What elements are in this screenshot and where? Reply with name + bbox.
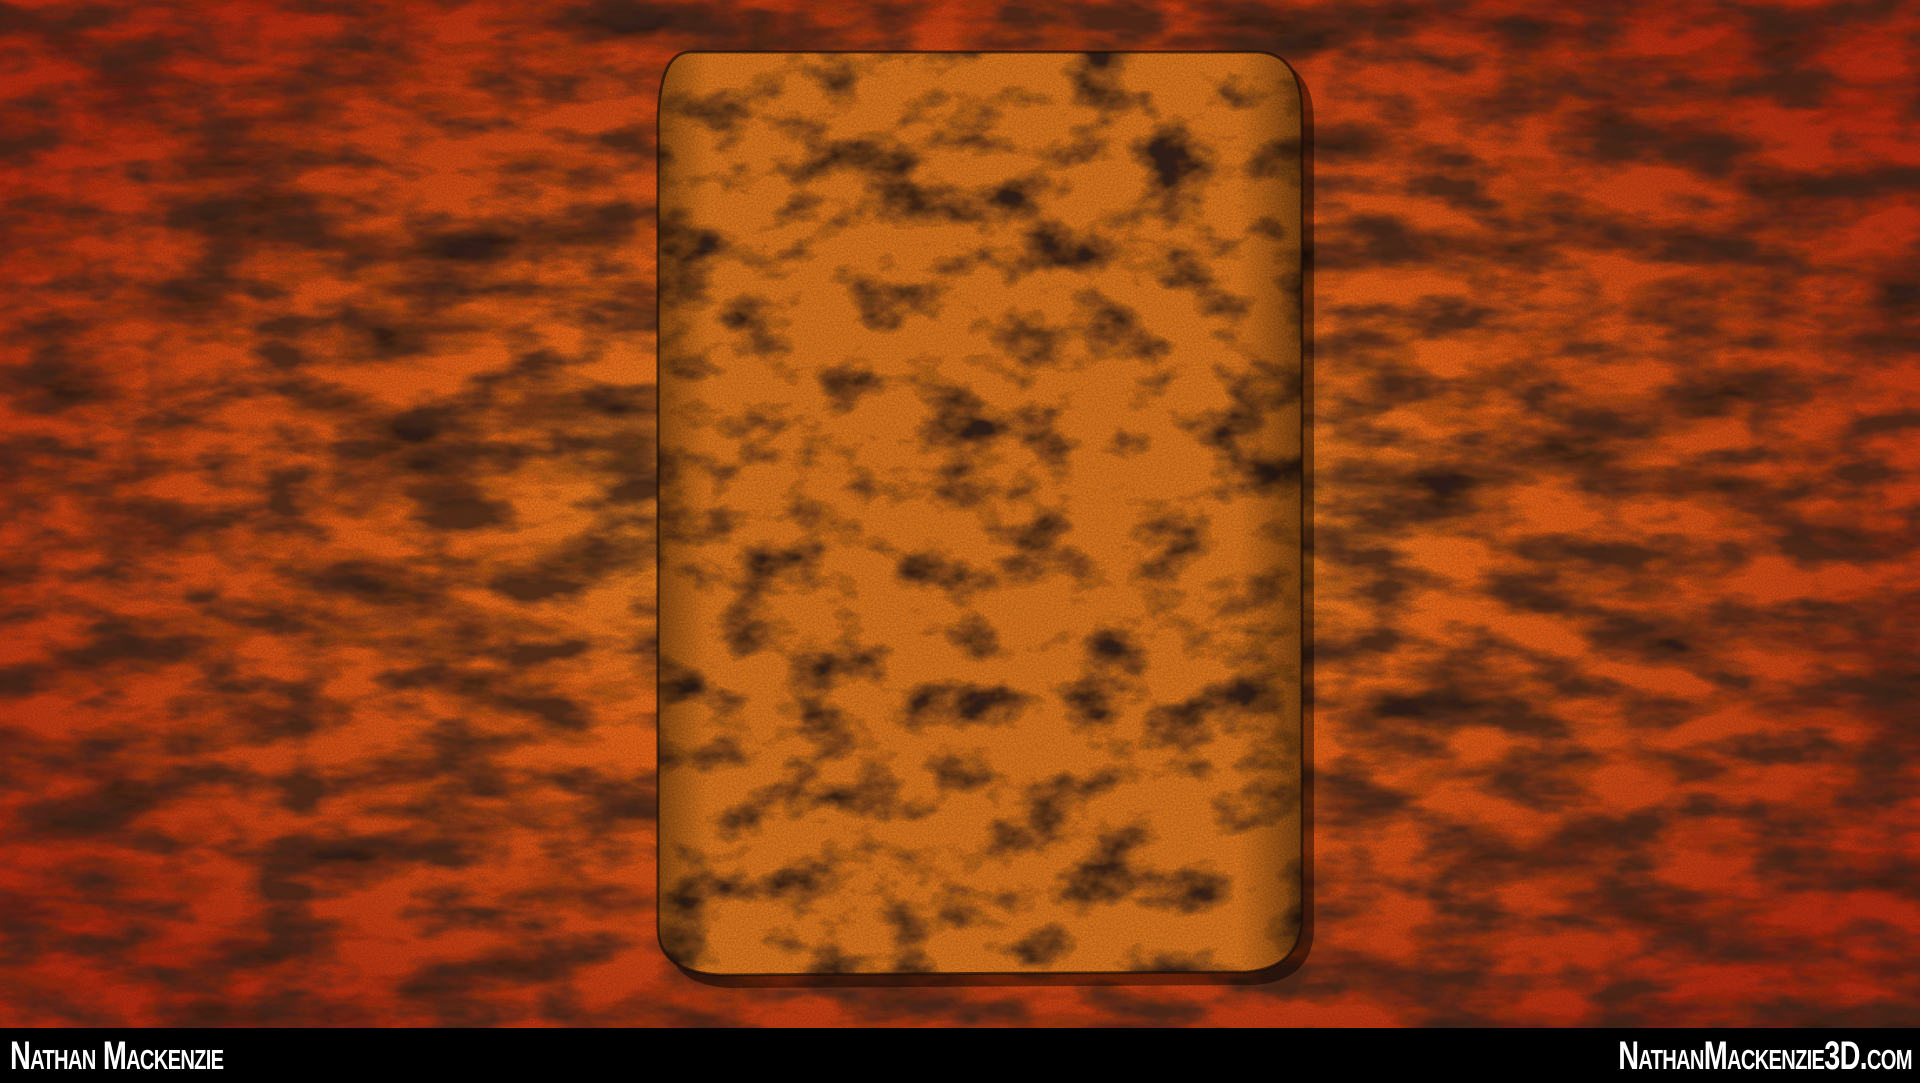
lava-slab [640,40,1320,990]
website-link[interactable]: NathanMackenzie3D.com [1618,1034,1912,1078]
author-name: Nathan Mackenzie [10,1034,224,1078]
